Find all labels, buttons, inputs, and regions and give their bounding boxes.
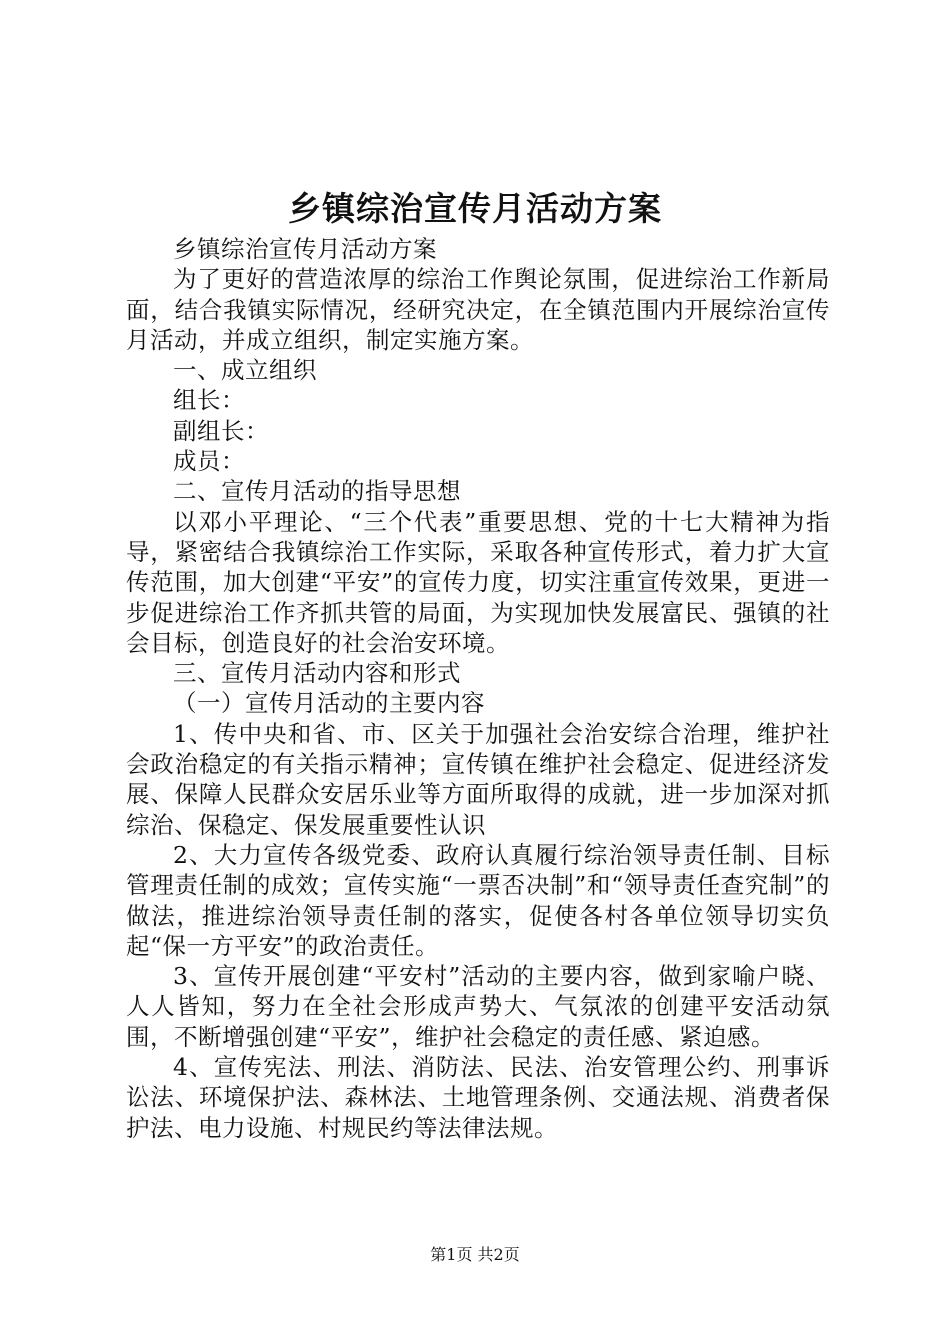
- guiding-ideology-paragraph: 以邓小平理论、“三个代表”重要思想、党的十七大精神为指导，紧密结合我镇综治工作实际，采取各种宣传形式，着力扩大宣传范围，加大创建“平安”的宣传力度，切实注重宣传效果，更进一步促进综治工作齐抓共管的局面，为实现加快发展富民、强镇的社会目标，创造良好的社会治安环境。: [126, 507, 830, 657]
- content-item-paragraph: 1、传中央和省、市、区关于加强社会治安综合治理，维护社会政治稳定的有关指示精神；宣传镇在维护社会稳定、促进经济发展、保障人民群众安居乐业等方面所取得的成就，进一步加深对抓综治、保稳定、保发展重要性认识: [126, 719, 830, 839]
- org-leader-line: 组长：: [173, 386, 245, 415]
- subtitle-paragraph: 乡镇综治宣传月活动方案: [173, 235, 437, 263]
- document-title: 乡镇综治宣传月活动方案: [288, 189, 662, 228]
- org-deputy-line: 副组长：: [173, 416, 269, 445]
- content-item-paragraph: 4、宣传宪法、刑法、消防法、民法、治安管理公约、刑事诉讼法、环境保护法、森林法、土地管理条例、交通法规、消费者保护法、电力设施、村规民约等法律法规。: [126, 1053, 830, 1142]
- intro-paragraph: 为了更好的营造浓厚的综治工作舆论氛围，促进综治工作新局面，结合我镇实际情况，经研究决定，在全镇范围内开展综治宣传月活动，并成立组织，制定实施方案。: [126, 265, 830, 354]
- section-heading: 二、宣传月活动的指导思想: [173, 477, 461, 506]
- section-heading: 一、成立组织: [173, 356, 317, 385]
- subsection-heading: （一）宣传月活动的主要内容: [173, 689, 485, 718]
- document-body: [126, 234, 830, 1143]
- content-item-paragraph: 3、宣传开展创建“平安村”活动的主要内容，做到家喻户晓、人人皆知，努力在全社会形成声势大、气氛浓的创建平安活动氛围，不断增强创建“平安”，维护社会稳定的责任感、紧迫感。: [126, 962, 830, 1051]
- org-members-line: 成员：: [173, 447, 245, 476]
- section-heading: 三、宣传月活动内容和形式: [173, 659, 461, 688]
- content-item-paragraph: 2、大力宣传各级党委、政府认真履行综治领导责任制、目标管理责任制的成效；宣传实施“一票否决制”和“领导责任查究制”的做法，推进综治领导责任制的落实，促使各村各单位领导切实负起“保一方平安”的政治责任。: [126, 840, 830, 960]
- page-number-footer: 第1页 共2页: [430, 1245, 520, 1264]
